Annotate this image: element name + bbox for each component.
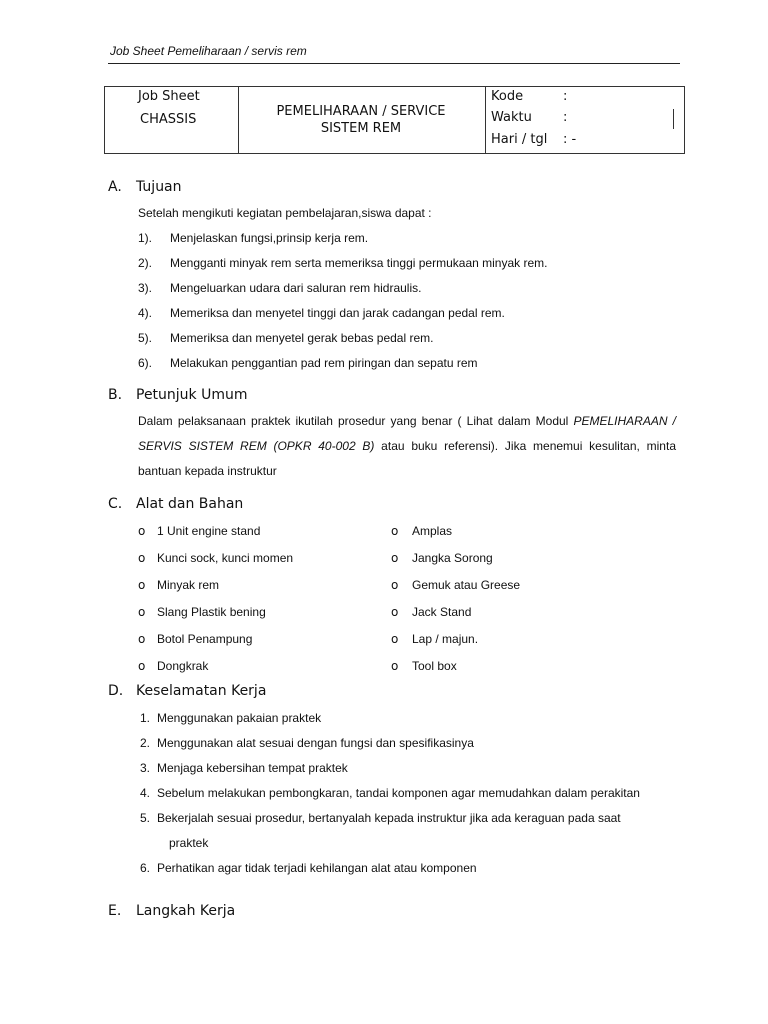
list-number: 4). bbox=[138, 306, 153, 320]
list-number: 4. bbox=[140, 786, 151, 800]
list-item: Mengganti minyak rem serta memeriksa tinggi permukaan minyak rem. bbox=[170, 256, 548, 270]
bullet-icon: o bbox=[391, 605, 399, 619]
section-title: Tujuan bbox=[136, 179, 182, 195]
list-item: Mengeluarkan udara dari saluran rem hidraulis. bbox=[170, 281, 422, 295]
list-number: 5). bbox=[138, 331, 153, 345]
section-heading-b bbox=[108, 387, 248, 403]
list-item: Menjelaskan fungsi,prinsip kerja rem. bbox=[170, 231, 369, 245]
meta-value: : bbox=[563, 110, 568, 125]
section-letter: C. bbox=[108, 496, 123, 512]
bullet-icon: o bbox=[391, 659, 399, 673]
section-title: Alat dan Bahan bbox=[136, 496, 244, 512]
section-title: Keselamatan Kerja bbox=[136, 683, 267, 699]
job-sheet-label: Job Sheet bbox=[138, 89, 200, 104]
list-item-continuation: praktek bbox=[169, 836, 209, 850]
list-number: 2). bbox=[138, 256, 153, 270]
job-sheet-cell bbox=[104, 86, 239, 154]
section-heading-e bbox=[108, 903, 235, 919]
tool-item: Slang Plastik bening bbox=[157, 605, 266, 619]
tool-item: Amplas bbox=[412, 524, 453, 538]
meta-divider bbox=[673, 109, 674, 129]
tool-item: Tool box bbox=[412, 659, 457, 673]
meta-row-kode bbox=[491, 89, 567, 104]
meta-value: : - bbox=[563, 132, 577, 147]
bullet-icon: o bbox=[138, 551, 146, 565]
tool-item: Dongkrak bbox=[157, 659, 209, 673]
list-item: Menjaga kebersihan tempat praktek bbox=[157, 761, 348, 775]
list-item: Bekerjalah sesuai prosedur, bertanyalah kepada instruktur jika ada keraguan pada saat bbox=[157, 811, 621, 825]
title-cell bbox=[237, 86, 486, 154]
list-item: Perhatikan agar tidak terjadi kehilangan alat atau komponen bbox=[157, 861, 477, 875]
bullet-icon: o bbox=[138, 659, 146, 673]
list-item: Sebelum melakukan pembongkaran, tandai komponen agar memudahkan dalam perakitan bbox=[157, 786, 640, 800]
petunjuk-paragraph bbox=[138, 409, 676, 484]
module-reference: PEMELIHARAAN / SERVIS SISTEM REM (OPKR 40-002 B) bbox=[138, 414, 676, 453]
section-heading-a bbox=[108, 179, 182, 195]
tool-item: Botol Penampung bbox=[157, 632, 253, 646]
tool-item: Jack Stand bbox=[412, 605, 472, 619]
tool-item: Gemuk atau Greese bbox=[412, 578, 521, 592]
document-title bbox=[237, 103, 485, 137]
list-number: 1. bbox=[140, 711, 151, 725]
list-number: 6). bbox=[138, 356, 153, 370]
bullet-icon: o bbox=[138, 605, 146, 619]
tool-item: Kunci sock, kunci momen bbox=[157, 551, 294, 565]
tool-item: Minyak rem bbox=[157, 578, 220, 592]
list-number: 3). bbox=[138, 281, 153, 295]
document-title-line2: SISTEM REM bbox=[320, 121, 402, 136]
list-number: 5. bbox=[140, 811, 151, 825]
tool-item: Lap / majun. bbox=[412, 632, 479, 646]
section-letter: D. bbox=[108, 683, 124, 699]
meta-value: : bbox=[563, 89, 568, 104]
list-item: Melakukan penggantian pad rem piringan dan sepatu rem bbox=[170, 356, 478, 370]
section-letter: A. bbox=[108, 179, 122, 195]
document-title-line1: PEMELIHARAAN / SERVICE bbox=[276, 104, 446, 119]
tujuan-intro: Setelah mengikuti kegiatan pembelajaran,siswa dapat : bbox=[138, 206, 432, 220]
list-number: 3. bbox=[140, 761, 151, 775]
meta-row-waktu bbox=[491, 110, 567, 125]
list-number: 1). bbox=[138, 231, 153, 245]
meta-row-hari bbox=[491, 132, 576, 147]
chassis-label: CHASSIS bbox=[140, 112, 197, 127]
list-item: Memeriksa dan menyetel gerak bebas pedal rem. bbox=[170, 331, 434, 345]
section-heading-c bbox=[108, 496, 243, 512]
list-item: Menggunakan pakaian praktek bbox=[157, 711, 322, 725]
meta-cell bbox=[485, 86, 685, 154]
meta-label: Kode bbox=[491, 89, 524, 104]
meta-label: Hari / tgl bbox=[491, 132, 548, 147]
paragraph-text: Dalam pelaksanaan praktek ikutilah prosedur yang benar ( Lihat dalam Modul bbox=[138, 414, 574, 428]
bullet-icon: o bbox=[138, 632, 146, 646]
bullet-icon: o bbox=[391, 632, 399, 646]
list-number: 6. bbox=[140, 861, 151, 875]
tool-item: Jangka Sorong bbox=[412, 551, 493, 565]
list-item: Memeriksa dan menyetel tinggi dan jarak cadangan pedal rem. bbox=[170, 306, 505, 320]
section-heading-d bbox=[108, 683, 266, 699]
header-rule bbox=[108, 63, 680, 64]
section-title: Petunjuk Umum bbox=[136, 387, 248, 403]
paragraph-text: atau buku referensi). Jika menemui kesulitan, minta bantuan kepada instruktur bbox=[138, 439, 676, 478]
bullet-icon: o bbox=[391, 551, 399, 565]
list-number: 2. bbox=[140, 736, 151, 750]
bullet-icon: o bbox=[391, 578, 399, 592]
meta-label: Waktu bbox=[491, 110, 532, 125]
running-header: Job Sheet Pemeliharaan / servis rem bbox=[110, 44, 307, 58]
bullet-icon: o bbox=[138, 578, 146, 592]
section-title: Langkah Kerja bbox=[136, 903, 236, 919]
tool-item: 1 Unit engine stand bbox=[157, 524, 261, 538]
section-letter: B. bbox=[108, 387, 123, 403]
section-letter: E. bbox=[108, 903, 122, 919]
list-item: Menggunakan alat sesuai dengan fungsi dan spesifikasinya bbox=[157, 736, 474, 750]
bullet-icon: o bbox=[391, 524, 399, 538]
bullet-icon: o bbox=[138, 524, 146, 538]
